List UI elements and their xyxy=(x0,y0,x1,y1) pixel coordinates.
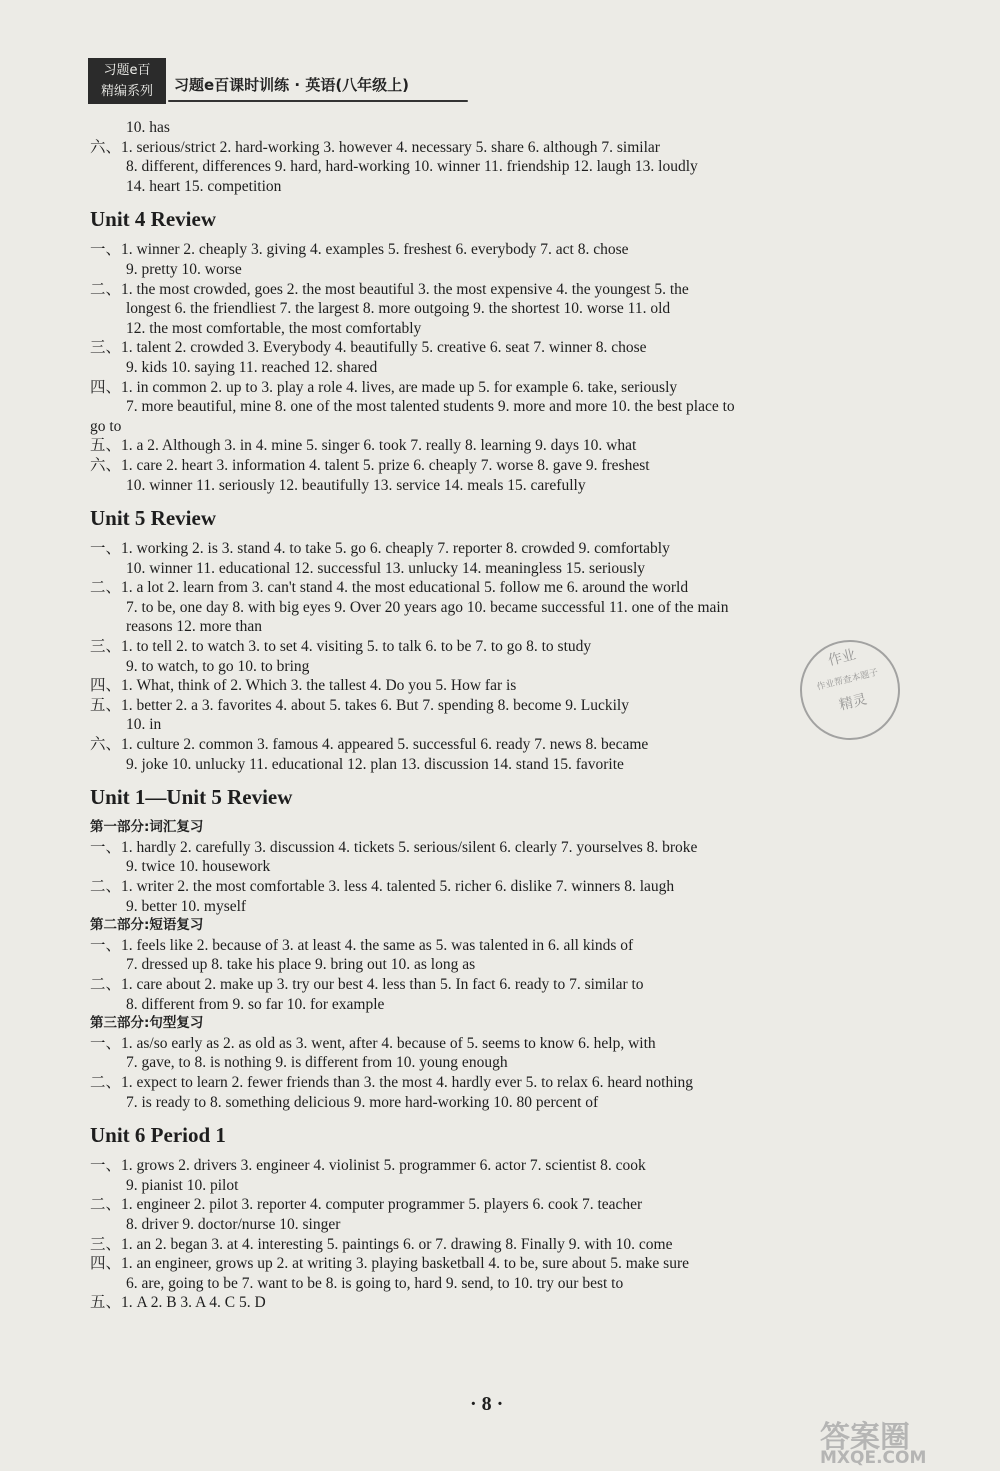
answer-line: 8. driver 9. doctor/nurse 10. singer xyxy=(126,1215,341,1233)
unit-heading: Unit 1—Unit 5 Review xyxy=(90,785,293,810)
part-heading: 第一部分:词汇复习 xyxy=(90,819,204,836)
answer-line: 三、1. talent 2. crowded 3. Everybody 4. beautifully 5. creative 6. seat 7. winner 8. chose xyxy=(90,339,647,357)
answer-line: 9. to watch, to go 10. to bring xyxy=(126,657,310,675)
unit-heading: Unit 6 Period 1 xyxy=(90,1123,226,1148)
answer-line: 二、1. a lot 2. learn from 3. can't stand 4. the most educational 5. follow me 6. around the world xyxy=(90,579,689,597)
answer-line: 10. winner 11. educational 12. successful 13. unlucky 14. meaningless 15. seriously xyxy=(126,559,646,577)
answer-line: 8. different from 9. so far 10. for example xyxy=(126,995,385,1013)
series-badge-line1: 习题e百 xyxy=(103,63,151,78)
series-badge xyxy=(88,58,166,104)
answer-line: 一、1. as/so early as 2. as old as 3. went, after 4. because of 5. seems to know 6. help, with xyxy=(90,1034,656,1052)
book-title: 习题e百课时训练 · 英语(八年级上) xyxy=(174,76,410,94)
answer-line: 五、1. A 2. B 3. A 4. C 5. D xyxy=(90,1294,266,1312)
answer-line: 二、1. engineer 2. pilot 3. reporter 4. computer programmer 5. players 6. cook 7. teacher xyxy=(90,1196,643,1214)
answer-line: 10. winner 11. seriously 12. beautifully 13. service 14. meals 15. carefully xyxy=(126,476,586,494)
part-heading: 第三部分:句型复习 xyxy=(90,1015,204,1032)
answer-line: 6. are, going to be 7. want to be 8. is going to, hard 9. send, to 10. try our best to xyxy=(126,1274,624,1292)
answer-line: 12. the most comfortable, the most comfortably xyxy=(126,319,422,337)
header-rule xyxy=(168,100,468,102)
stamp-line2: 作业帮查本题子 xyxy=(815,667,880,693)
unit-heading: Unit 4 Review xyxy=(90,207,216,232)
answer-line: 7. gave, to 8. is nothing 9. is different from 10. young enough xyxy=(126,1054,508,1072)
stamp-line1: 作业 xyxy=(826,646,858,670)
answer-line: reasons 12. more than xyxy=(126,618,263,636)
answer-line: 9. pretty 10. worse xyxy=(126,260,242,278)
answer-line: 7. to be, one day 8. with big eyes 9. Over 20 years ago 10. became successful 11. one of the main xyxy=(126,598,729,616)
page-number: · 8 · xyxy=(470,1393,504,1415)
answer-line: go to xyxy=(90,417,122,435)
answer-line: 9. twice 10. housework xyxy=(126,858,271,876)
page-header xyxy=(88,58,478,106)
answer-line: 五、1. a 2. Although 3. in 4. mine 5. singer 6. took 7. really 8. learning 9. days 10. what xyxy=(90,437,637,455)
answer-line: 10. has xyxy=(126,119,170,136)
answer-line: 一、1. working 2. is 3. stand 4. to take 5. go 6. cheaply 7. reporter 8. crowded 9. comfortably xyxy=(90,540,670,558)
answer-line: 一、1. winner 2. cheaply 3. giving 4. examples 5. freshest 6. everybody 7. act 8. chose xyxy=(90,241,629,259)
answer-line: 14. heart 15. competition xyxy=(126,177,282,195)
answer-line: 7. dressed up 8. take his place 9. bring out 10. as long as xyxy=(126,956,476,974)
answer-line: longest 6. the friendliest 7. the largest 8. more outgoing 9. the shortest 10. worse 11. old xyxy=(126,300,671,318)
answer-line: 9. kids 10. saying 11. reached 12. shared xyxy=(126,358,378,376)
series-badge-line2: 精编系列 xyxy=(100,84,153,99)
answer-line: 二、1. writer 2. the most comfortable 3. less 4. talented 5. richer 6. dislike 7. winners 8. laugh xyxy=(90,878,675,895)
answer-line: 9. joke 10. unlucky 11. educational 12. plan 13. discussion 14. stand 15. favorite xyxy=(126,755,624,773)
answer-line: 六、1. serious/strict 2. hard-working 3. however 4. necessary 5. share 6. although 7. similar xyxy=(90,138,660,156)
answer-line: 7. is ready to 8. something delicious 9. more hard-working 10. 80 percent of xyxy=(126,1093,599,1111)
answer-line: 10. in xyxy=(126,716,162,734)
watermark-url: MXQE.COM xyxy=(820,1448,927,1468)
answer-line: 二、1. the most crowded, goes 2. the most beautiful 3. the most expensive 4. the youngest 5. the xyxy=(90,280,689,298)
answer-line: 三、1. to tell 2. to watch 3. to set 4. visiting 5. to talk 6. to be 7. to go 8. to study xyxy=(90,638,592,656)
answer-line: 四、1. What, think of 2. Which 3. the tallest 4. Do you 5. How far is xyxy=(90,677,517,695)
answer-line: 二、1. expect to learn 2. fewer friends than 3. the most 4. hardly ever 5. to relax 6. heard nothing xyxy=(90,1073,694,1091)
answer-line: 一、1. hardly 2. carefully 3. discussion 4. tickets 5. serious/silent 6. clearly 7. yourselves 8. broke xyxy=(90,838,698,856)
answer-content xyxy=(90,118,910,1313)
answer-line: 六、1. culture 2. common 3. famous 4. appeared 5. successful 6. ready 7. news 8. became xyxy=(90,736,649,754)
answer-line: 二、1. care about 2. make up 3. try our best 4. less than 5. In fact 6. ready to 7. similar to xyxy=(90,975,644,993)
answer-line: 三、1. an 2. began 3. at 4. interesting 5. paintings 6. or 7. drawing 8. Finally 9. with 10. come xyxy=(90,1235,673,1253)
answer-line: 六、1. care 2. heart 3. information 4. talent 5. prize 6. cheaply 7. worse 8. gave 9. freshest xyxy=(90,456,650,474)
answer-line: 9. pianist 10. pilot xyxy=(126,1176,239,1194)
answer-line: 9. better 10. myself xyxy=(126,897,247,915)
answer-line: 一、1. feels like 2. because of 3. at least 4. the same as 5. was talented in 6. all kinds of xyxy=(90,936,634,954)
answer-line: 四、1. in common 2. up to 3. play a role 4. lives, are made up 5. for example 6. take, seriously xyxy=(90,378,678,396)
unit-heading: Unit 5 Review xyxy=(90,506,216,531)
answer-line: 7. more beautiful, mine 8. one of the most talented students 9. more and more 10. the best place to xyxy=(126,398,735,416)
answer-line: 一、1. grows 2. drivers 3. engineer 4. violinist 5. programmer 6. actor 7. scientist 8. cook xyxy=(90,1157,646,1175)
answer-line: 五、1. better 2. a 3. favorites 4. about 5. takes 6. But 7. spending 8. become 9. Luckily xyxy=(90,696,629,714)
stamp-line3: 精灵 xyxy=(837,691,869,714)
watermark-logo: 答案圈 xyxy=(820,1420,910,1455)
part-heading: 第二部分:短语复习 xyxy=(90,917,204,934)
answer-line: 8. different, differences 9. hard, hard-working 10. winner 11. friendship 12. laugh 13. loudly xyxy=(126,158,698,176)
answer-line: 四、1. an engineer, grows up 2. at writing 3. playing basketball 4. to be, sure about 5. make sure xyxy=(90,1255,690,1273)
